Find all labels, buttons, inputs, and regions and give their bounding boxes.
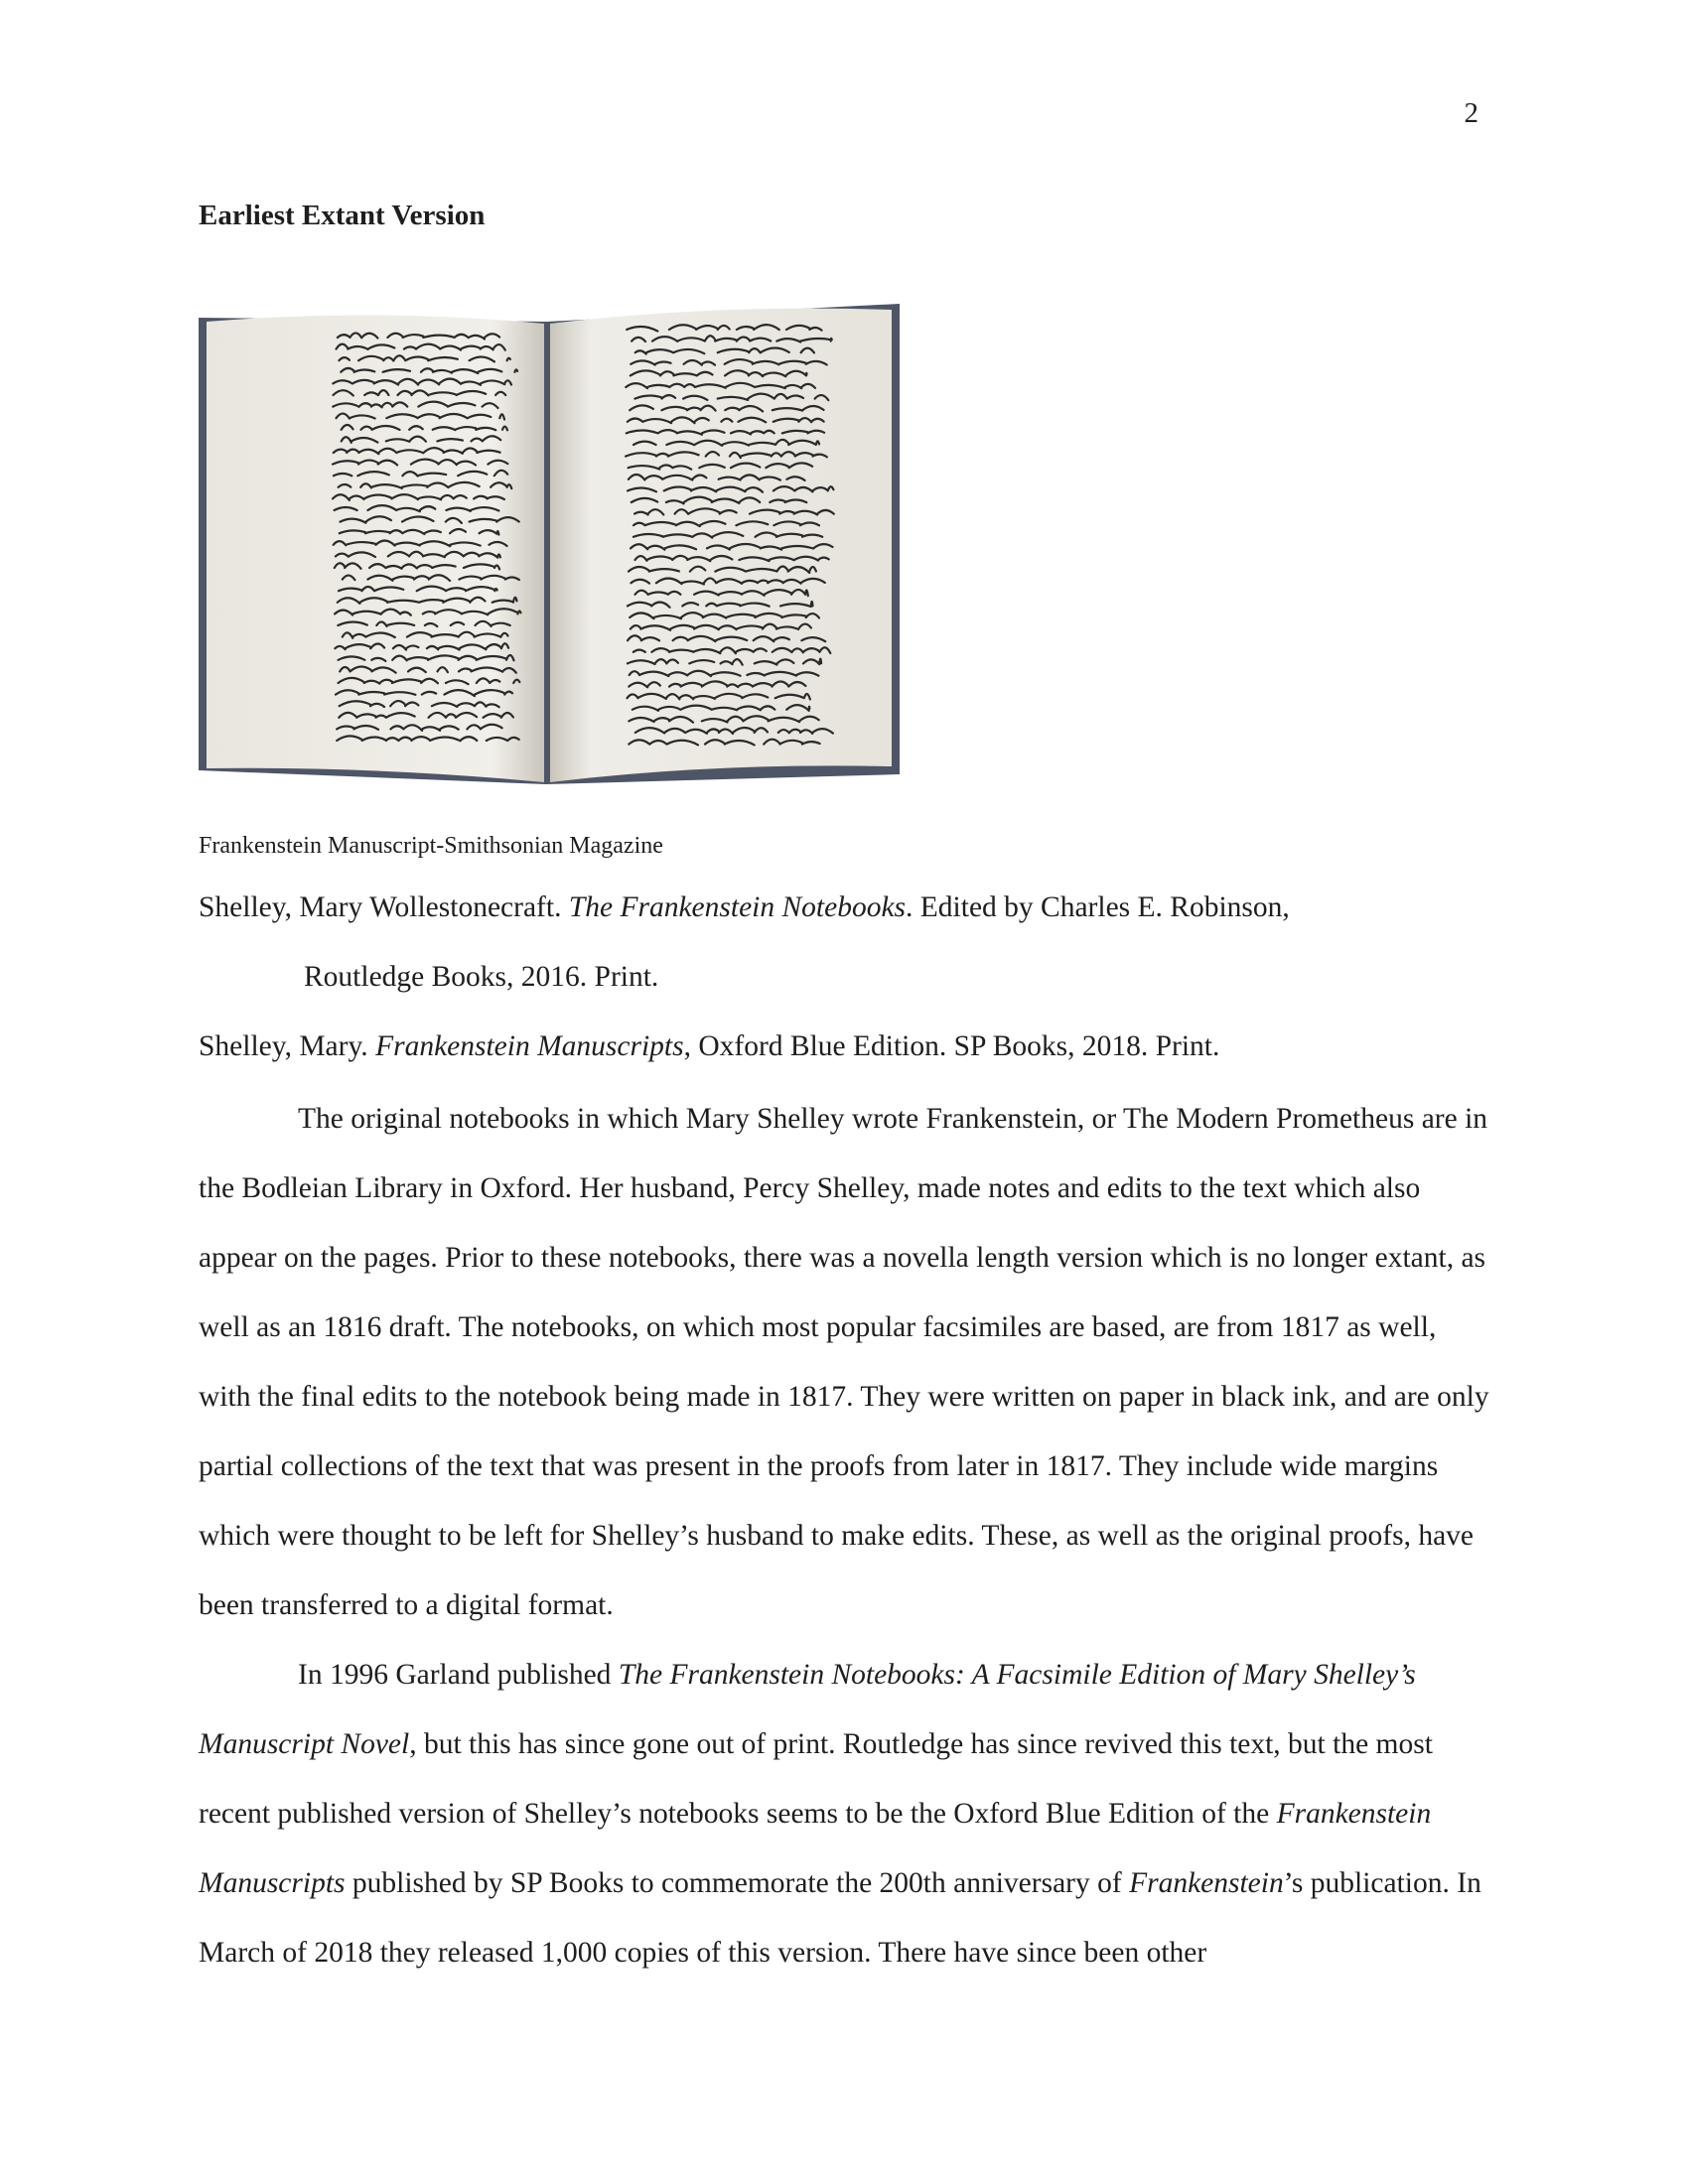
page-number: 2 xyxy=(1464,97,1478,129)
citation-1-continuation: Routledge Books, 2016. Print. xyxy=(304,961,659,993)
manuscript-figure xyxy=(199,300,900,798)
paragraph-2-title-3: Frankenstein xyxy=(1129,1867,1284,1899)
citation-1-part2: . Edited by Charles E. Robinson, xyxy=(906,891,1290,923)
citation-1-part1: Shelley, Mary Wollestonecraft. xyxy=(199,891,569,923)
paragraph-1: The original notebooks in which Mary Shelley wrote Frankenstein, or The Modern Prometheus are in the Bodleian Library in Oxford. Her husband, Percy Shelley, made notes and edits to the text which also appear on the pages. Prior to these notebooks, there was a novella length version which is no longer extant, as well as an 1816 draft. The notebooks, on which most popular facsimiles are based, are from 1817 as well, with the final edits to the notebook being made in 1817. They were written on paper in black ink, and are only partial collections of the text that was present in the proofs from later in 1817. They include wide margins which were thought to be left for Shelley’s husband to make edits. These, as well as the original proofs, have been transferred to a digital format. xyxy=(199,1103,1489,1621)
citation-2 xyxy=(199,1032,1219,1062)
citation-2-part2: , Oxford Blue Edition. SP Books, 2018. Print. xyxy=(683,1030,1220,1062)
body-text xyxy=(199,1084,1489,1987)
open-notebook-image xyxy=(199,300,900,798)
paragraph-2-text: ’s publication. In March of 2018 they released 1,000 copies of this version. There have since been other xyxy=(199,1867,1481,1969)
figure-caption: Frankenstein Manuscript-Smithsonian Magazine xyxy=(199,833,663,859)
paragraph-2-text: , but this has since gone out of print. Routledge has since revived this text, but the most recent published version of Shelley’s notebooks seems to be the Oxford Blue Edition of the xyxy=(199,1728,1433,1830)
section-heading: Earliest Extant Version xyxy=(199,200,486,231)
paragraph-2-text: In 1996 Garland published xyxy=(298,1659,619,1691)
citation-1-title: The Frankenstein Notebooks xyxy=(568,891,907,923)
citation-1 xyxy=(199,893,1290,923)
paragraph-2-text: published by SP Books to commemorate the 200th anniversary of xyxy=(345,1867,1130,1899)
paragraph-2-title-2: Frankenstein Manuscripts xyxy=(199,1798,1432,1899)
left-page xyxy=(207,315,544,782)
citation-2-title: Frankenstein Manuscripts xyxy=(375,1030,684,1062)
paragraph-2-title-1: The Frankenstein Notebooks: A Facsimile Edition of Mary Shelley’s Manuscript Novel xyxy=(199,1659,1416,1760)
paragraph-2 xyxy=(199,1640,1489,1987)
citation-2-part1: Shelley, Mary. xyxy=(199,1030,376,1062)
